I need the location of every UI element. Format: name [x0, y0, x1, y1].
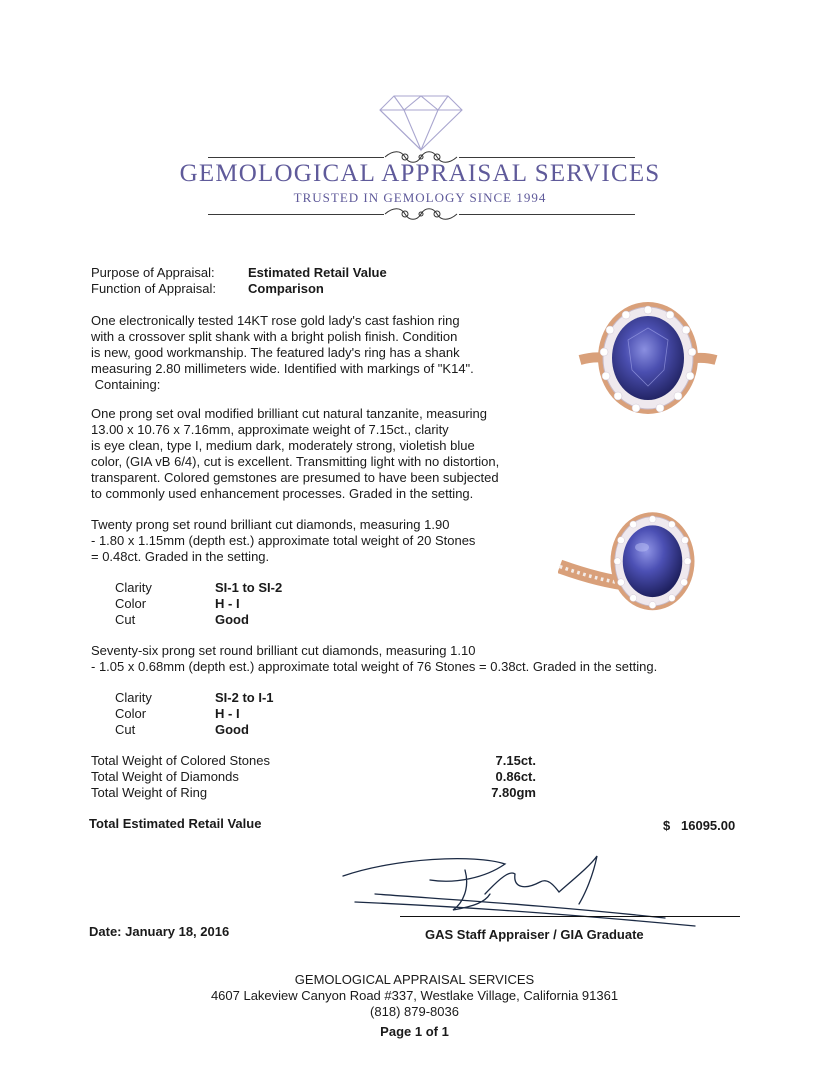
function-label: Function of Appraisal:: [91, 281, 217, 296]
diamond-line: - 1.80 x 1.15mm (depth est.) approximate total weight of 20 Stones: [91, 533, 476, 548]
total-value: 0.86ct.: [495, 769, 536, 784]
diamond-logo-icon: [378, 92, 464, 152]
diamond-group-2-description: [91, 643, 657, 675]
total-value: 7.15ct.: [495, 753, 536, 768]
total-label: Total Weight of Colored Stones: [91, 753, 270, 768]
diamond-group-1-grade-values: [215, 580, 282, 628]
header-rule-top-left: [208, 157, 384, 158]
diamond-group-2-grades: [115, 690, 152, 738]
totals-values: [440, 753, 536, 801]
header-rule-bottom-left: [208, 214, 384, 215]
appraisal-date: Date: January 18, 2016: [89, 924, 230, 939]
grade-value: H - I: [215, 706, 240, 721]
function-value: Comparison: [248, 281, 324, 296]
footer-phone: (818) 879-8036: [370, 1004, 459, 1019]
description-line: with a crossover split shank with a bright polish finish. Condition: [91, 329, 458, 344]
retail-value-label: Total Estimated Retail Value: [89, 816, 262, 831]
ring-photo-angle-view: [558, 500, 698, 640]
total-label: Total Weight of Diamonds: [91, 769, 239, 784]
grade-value: Good: [215, 722, 249, 737]
header-rule-top-right: [459, 157, 635, 158]
retail-currency: $: [663, 818, 671, 833]
grade-label: Color: [115, 706, 147, 721]
header-rule-bottom-right: [459, 214, 635, 215]
diamond-line: = 0.48ct. Graded in the setting.: [91, 549, 270, 564]
gemstone-line: color, (GIA vB 6/4), cut is excellent. Transmitting light with no distortion,: [91, 454, 500, 469]
gemstone-line: 13.00 x 10.76 x 7.16mm, approximate weight of 7.15ct., clarity: [91, 422, 449, 437]
footer-company: GEMOLOGICAL APPRAISAL SERVICES: [294, 972, 535, 987]
purpose-label: Purpose of Appraisal:: [91, 265, 215, 280]
grade-value: SI-1 to SI-2: [215, 580, 283, 595]
total-label: Total Weight of Ring: [91, 785, 208, 800]
ring-description: [91, 313, 474, 393]
signature-line: [400, 916, 740, 917]
gemstone-line: to commonly used enhancement processes. Graded in the setting.: [91, 486, 474, 501]
page-number: Page 1 of 1: [380, 1024, 449, 1039]
grade-value: Good: [215, 612, 249, 627]
footer-address: 4607 Lakeview Canyon Road #337, Westlake Village, California 91361: [210, 988, 619, 1003]
company-title: GEMOLOGICAL APPRAISAL SERVICES: [179, 160, 661, 187]
grade-value: H - I: [215, 596, 240, 611]
diamond-group-1-grades: [115, 580, 152, 628]
ring-photo-top-view: [578, 300, 718, 440]
grade-label: Clarity: [115, 580, 152, 595]
appraiser-title: GAS Staff Appraiser / GIA Graduate: [425, 927, 644, 942]
description-line: is new, good workmanship. The featured lady's ring has a shank: [91, 345, 460, 360]
grade-value: SI-2 to I-1: [215, 690, 274, 705]
retail-amount: 16095.00: [681, 818, 736, 833]
description-line: Containing:: [91, 377, 161, 392]
description-line: One electronically tested 14KT rose gold lady's cast fashion ring: [91, 313, 460, 328]
grade-label: Color: [115, 596, 147, 611]
gemstone-line: transparent. Colored gemstones are presumed to have been subjected: [91, 470, 499, 485]
grade-label: Clarity: [115, 690, 152, 705]
scroll-ornament-icon: [383, 205, 459, 223]
totals-labels: [91, 753, 270, 801]
total-value: 7.80gm: [491, 785, 536, 800]
gemstone-line: is eye clean, type I, medium dark, moderately strong, violetish blue: [91, 438, 475, 453]
grade-label: Cut: [115, 722, 136, 737]
description-line: measuring 2.80 millimeters wide. Identified with markings of "K14".: [91, 361, 474, 376]
diamond-group-1-description: [91, 517, 475, 565]
gemstone-line: One prong set oval modified brilliant cut natural tanzanite, measuring: [91, 406, 487, 421]
diamond-line: Twenty prong set round brilliant cut diamonds, measuring 1.90: [91, 517, 450, 532]
gemstone-description: [91, 406, 499, 502]
diamond-group-2-grade-values: [215, 690, 274, 738]
diamond-line: Seventy-six prong set round brilliant cut diamonds, measuring 1.10: [91, 643, 476, 658]
grade-label: Cut: [115, 612, 136, 627]
diamond-line: - 1.05 x 0.68mm (depth est.) approximate total weight of 76 Stones = 0.38ct. Graded in the setting.: [91, 659, 658, 674]
purpose-value: Estimated Retail Value: [248, 265, 387, 280]
company-tagline: TRUSTED IN GEMOLOGY SINCE 1994: [293, 190, 547, 205]
